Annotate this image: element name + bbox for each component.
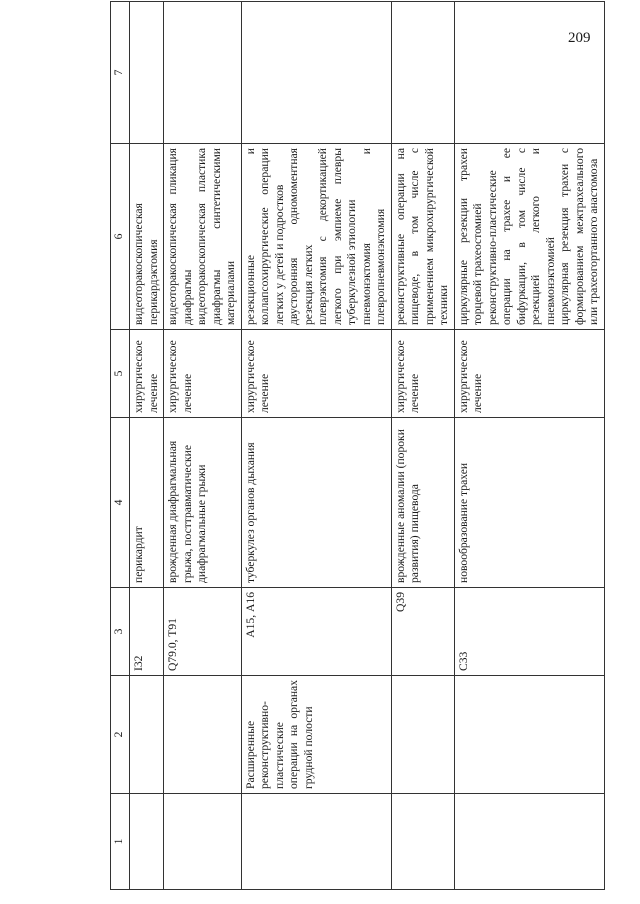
header-col-2: 2 [111, 676, 130, 794]
table-row [164, 2, 242, 890]
cell-diagnosis: врожденные аномалии (пороки развития) пищевода [391, 418, 454, 588]
cell-icd-code: I32 [130, 588, 164, 676]
header-col-4: 4 [111, 418, 130, 588]
method-line: видеоторакоскопическая пластика диафрагмы синтетическими материалами [195, 148, 237, 325]
cell-diagnosis: новообразование трахеи [454, 418, 604, 588]
table-row [391, 2, 454, 890]
cell-col1 [391, 794, 454, 890]
cell-col1 [130, 794, 164, 890]
cell-col7 [391, 2, 454, 144]
table-header-row [111, 2, 130, 890]
page-number: 209 [568, 30, 591, 46]
cell-col7 [241, 2, 391, 144]
cell-col1 [241, 794, 391, 890]
cell-col1 [164, 794, 242, 890]
method-line: пневмонэктомия и плевропневмонэктомия [359, 148, 387, 325]
cell-treatment-type: хирургическое лечение [241, 330, 391, 418]
cell-icd-code: А15, А16 [241, 588, 391, 676]
cell-section: Расширенные реконструктивно-пластические операции на органах грудной полости [241, 676, 391, 794]
header-col-7: 7 [111, 2, 130, 144]
cell-method [241, 144, 391, 330]
cell-col7 [130, 2, 164, 144]
method-line: циркулярные резекции трахеи торцевой трахеостомией [456, 148, 484, 325]
header-col-5: 5 [111, 330, 130, 418]
cell-treatment-type: хирургическое лечение [391, 330, 454, 418]
method-line: циркулярная резекция трахеи с формированием межтрахеального или трахеогортанного анастомоза [558, 148, 600, 325]
method-line: резекционные и коллапсохирургические операции легких у детей и подростков [243, 148, 286, 325]
cell-method [164, 144, 242, 330]
cell-treatment-type: хирургическое лечение [454, 330, 604, 418]
cell-method [130, 144, 164, 330]
cell-section [454, 676, 604, 794]
cell-col7 [454, 2, 604, 144]
header-col-6: 6 [111, 144, 130, 330]
table-row [241, 2, 391, 890]
method-line: реконструктивно-пластические операции на трахее и ее бифуркации, в том числе с резекцией легкого и пневмонэктомией [485, 148, 557, 325]
table-row [454, 2, 604, 890]
cell-col1 [454, 794, 604, 890]
cell-method [391, 144, 454, 330]
cell-diagnosis: туберкулез органов дыхания [241, 418, 391, 588]
header-col-1: 1 [111, 794, 130, 890]
method-line: видеоторакоскопическая пликация диафрагмы [166, 148, 194, 325]
cell-treatment-type: хирургическое лечение [130, 330, 164, 418]
cell-diagnosis: перикардит [130, 418, 164, 588]
cell-icd-code: С33 [454, 588, 604, 676]
cell-treatment-type: хирургическое лечение [164, 330, 242, 418]
method-line: реконструктивные операции на пищеводе, в том числе с применением микрохирургической техники [393, 148, 450, 325]
cell-section [391, 676, 454, 794]
cell-section [130, 676, 164, 794]
method-line: плеврэктомия с декортикацией легкого при эмпиеме плевры туберкулезной этиологии [316, 148, 358, 325]
method-line: видеоторакоскопическая перикардэктомия [132, 203, 160, 325]
table-row [130, 2, 164, 890]
cell-section [164, 676, 242, 794]
cell-icd-code: Q39 [391, 588, 454, 676]
cell-method [454, 144, 604, 330]
header-col-3: 3 [111, 588, 130, 676]
method-line: двусторонняя одномоментная резекция легких [287, 148, 315, 325]
procedures-table [110, 1, 605, 890]
cell-diagnosis: врожденная диафрагмальная грыжа, посттравматические диафрагмальные грыжи [164, 418, 242, 588]
cell-col7 [164, 2, 242, 144]
cell-icd-code: Q79.0, T91 [164, 588, 242, 676]
